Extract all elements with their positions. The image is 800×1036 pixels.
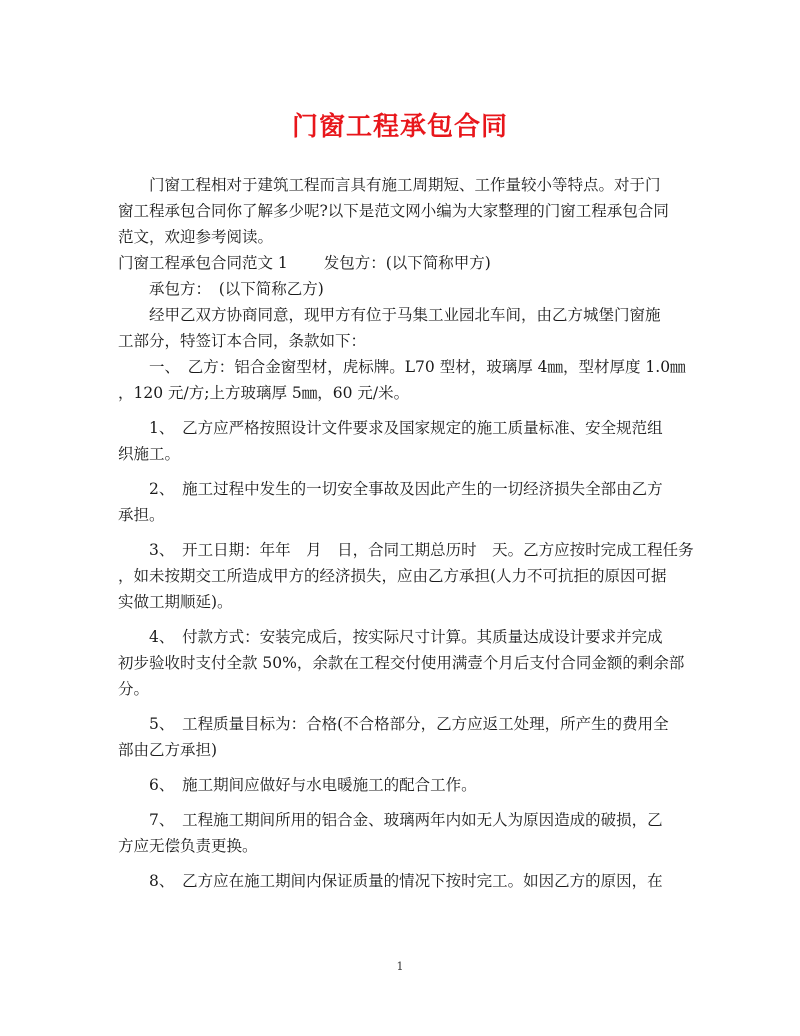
party-b-line: 承包方： (以下简称乙方) <box>149 280 324 298</box>
clause-line: 织施工。 <box>118 445 181 463</box>
preamble-line: 工部分，特签订本合同，条款如下： <box>118 332 367 350</box>
clause-line: 1、 乙方应严格按照设计文件要求及国家规定的施工质量标准、安全规范组 <box>149 419 663 437</box>
clause-line: 7、 工程施工期间所用的铝合金、玻璃两年内如无人为原因造成的破损，乙 <box>149 811 663 829</box>
clause-line: ，120 元/方;上方玻璃厚 5㎜，60 元/米。 <box>118 384 410 402</box>
document-body <box>118 172 694 894</box>
intro-line: 窗工程承包合同你了解多少呢?以下是范文网小编为大家整理的门窗工程承包合同 <box>118 202 669 220</box>
page-number: 1 <box>396 960 404 973</box>
contract-heading-line: 门窗工程承包合同范文 1 发包方：(以下简称甲方) <box>118 254 491 272</box>
clause-line: 一、 乙方：铝合金窗型材，虎标牌。L70 型材，玻璃厚 4㎜，型材厚度 1.0㎜ <box>149 358 686 376</box>
clause-line: 4、 付款方式：安装完成后，按实际尺寸计算。其质量达成设计要求并完成 <box>149 628 663 646</box>
clause-line: ，如未按期交工所造成甲方的经济损失，应由乙方承担(人力不可抗拒的原因可据 <box>118 567 667 585</box>
preamble-line: 经甲乙双方协商同意，现甲方有位于马集工业园北车间，由乙方城堡门窗施 <box>149 306 661 324</box>
clause-line: 承担。 <box>118 506 165 524</box>
clause-line: 6、 施工期间应做好与水电暖施工的配合工作。 <box>149 776 477 794</box>
clause-line: 实做工期顺延)。 <box>118 593 233 611</box>
intro-line: 范文，欢迎参考阅读。 <box>118 228 274 246</box>
document-title: 门窗工程承包合同 <box>291 112 508 142</box>
clause-line: 3、 开工日期：年年 月 日，合同工期总历时 天。乙方应按时完成工程任务 <box>149 541 694 559</box>
clause-line: 初步验收时支付全款 50%，余款在工程交付使用满壹个月后支付合同金额的剩余部 <box>118 654 685 672</box>
clause-line: 分。 <box>118 680 150 698</box>
intro-line: 门窗工程相对于建筑工程而言具有施工周期短、工作量较小等特点。对于门 <box>149 176 661 194</box>
clause-line: 8、 乙方应在施工期间内保证质量的情况下按时完工。如因乙方的原因，在 <box>149 872 663 890</box>
clause-line: 2、 施工过程中发生的一切安全事故及因此产生的一切经济损失全部由乙方 <box>149 480 663 498</box>
clause-line: 方应无偿负责更换。 <box>118 837 258 855</box>
clause-line: 5、 工程质量目标为：合格(不合格部分，乙方应返工处理，所产生的费用全 <box>149 715 669 733</box>
clause-line: 部由乙方承担) <box>118 741 218 759</box>
